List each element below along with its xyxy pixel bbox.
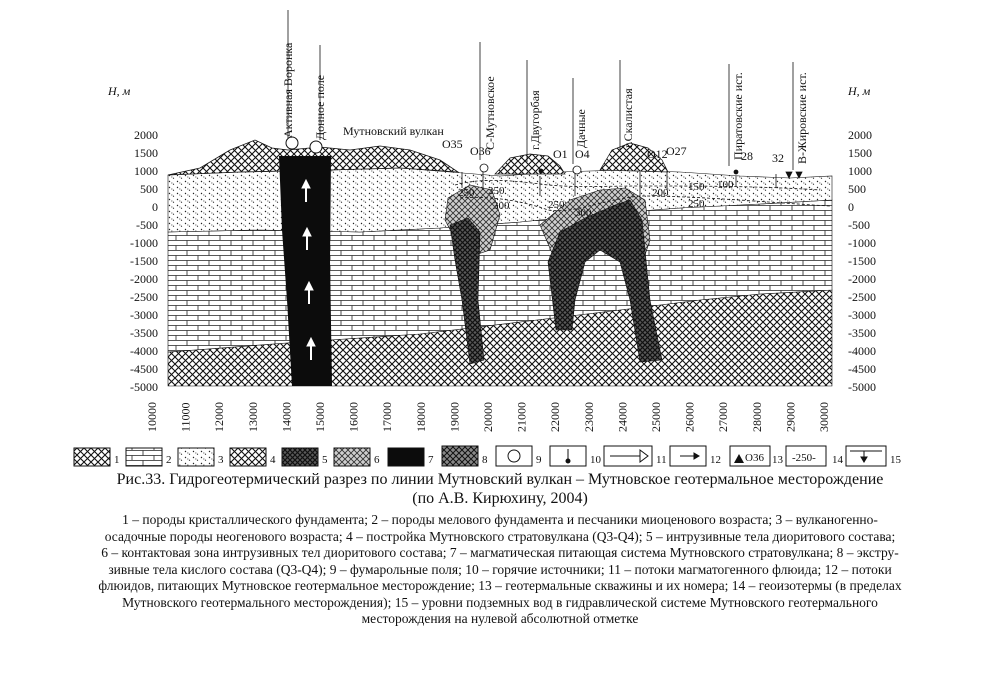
- isotherm-label: 250: [458, 187, 475, 199]
- label-piratovskie: Пиратовские ист.: [731, 72, 745, 160]
- x-tick-label: 28000: [749, 402, 764, 432]
- isotherm-label: 200: [652, 187, 669, 199]
- legend-number-8: 8: [482, 454, 488, 466]
- well-label: О4: [575, 147, 590, 161]
- legend-isotherm-text: -250-: [792, 452, 816, 464]
- x-tick-label: 10000: [145, 402, 159, 432]
- x-tick-label: 20000: [481, 402, 495, 432]
- y-tick-label-right: -500: [848, 218, 870, 232]
- isotherm-label: 150: [688, 181, 705, 193]
- y-tick-label-right: 0: [848, 200, 854, 214]
- legend-number-14: 14: [832, 454, 843, 466]
- legend-swatch-5: [282, 448, 318, 466]
- label-v-zhirovskie: В-Жировские ист.: [795, 72, 809, 164]
- caption-legend-line: флюидов, питающих Мутновское геотермальное месторождение; 13 – геотермальные скважины и их номера; 14 – геоизотермы (в пределах: [98, 578, 902, 593]
- x-tick-label: 13000: [245, 402, 260, 432]
- legend-swatch-6: [334, 448, 370, 466]
- isotherm-label: 300: [575, 207, 592, 219]
- x-tick-label: 30000: [817, 402, 831, 432]
- legend-number-4: 4: [270, 454, 276, 466]
- x-tick-label: 23000: [581, 402, 596, 432]
- x-tick-label: 18000: [413, 402, 428, 432]
- isotherm-label: 300: [493, 200, 510, 212]
- legend-swatch-15: [846, 446, 886, 466]
- well-label: О12: [647, 147, 668, 161]
- y-axis-left: [130, 128, 158, 394]
- y-tick-label-left: -1000: [130, 236, 158, 250]
- x-tick-label: 11000: [178, 402, 193, 432]
- y-tick-label-left: 1500: [134, 146, 158, 160]
- y-tick-label-right: -1500: [848, 254, 876, 268]
- section-layers: [168, 140, 832, 386]
- isotherm-label: 250: [488, 185, 505, 197]
- legend-number-2: 2: [166, 454, 172, 466]
- x-tick-label: 21000: [514, 402, 529, 432]
- caption-legend-line: осадочные породы неогенового возраста; 4 – постройка Мутновского стратовулкана (Q3-Q4); 5 – интрузивные тела диоритового состава;: [104, 528, 896, 544]
- label-donnoe-pole: Донное поле: [313, 74, 327, 140]
- x-axis: [145, 402, 831, 432]
- well-label: О35: [442, 137, 463, 151]
- top-labels: [281, 42, 809, 164]
- y-tick-label-left: 1000: [134, 164, 158, 178]
- y-tick-label-left: -4000: [130, 344, 158, 358]
- legend-swatch-4: [230, 448, 266, 466]
- x-tick-label: 25000: [649, 402, 663, 432]
- y-tick-label-left: -500: [136, 218, 158, 232]
- y-tick-label-left: -1500: [130, 254, 158, 268]
- caption-legend-line: месторождения на нулевой абсолютной отметке: [361, 611, 639, 626]
- legend-number-10: 10: [590, 454, 601, 466]
- isotherm-label: 250: [548, 199, 565, 211]
- legend-number-12: 12: [710, 454, 721, 466]
- x-tick-label: 14000: [279, 402, 294, 432]
- label-aktivnaya-voronka: Активная Воронка: [281, 42, 295, 138]
- legend-well-text: О36: [745, 452, 764, 464]
- caption-legend-line: зивные тела кислого состава (Q3-Q4); 9 – фумарольные поля; 10 – горячие источники; 11 – потоки магматогенного флюида; 12 – потоки: [108, 561, 892, 577]
- x-tick-label: 12000: [212, 402, 227, 432]
- legend-swatch-2: [126, 448, 162, 466]
- isotherm-label: 250: [688, 198, 705, 210]
- caption-legend-line: Мутновского геотермального месторождения); 15 – уровни подземных вод в гидравлической системе Мутновского геотермального: [122, 594, 878, 610]
- legend-number-7: 7: [428, 454, 434, 466]
- x-tick-label: 16000: [346, 402, 361, 432]
- legend-number-11: 11: [656, 454, 667, 466]
- well-label: 28: [741, 149, 753, 163]
- well-label: О36: [470, 144, 491, 158]
- y-tick-label-left: 2000: [134, 128, 158, 142]
- y-tick-label-right: -3000: [848, 308, 876, 322]
- legend: [74, 446, 902, 466]
- axis-label-left: H, м: [108, 84, 131, 98]
- y-tick-label-right: -3500: [848, 326, 876, 340]
- well-label: О27: [666, 144, 687, 158]
- y-tick-label-right: -4500: [848, 362, 876, 376]
- x-tick-label: 15000: [313, 402, 327, 432]
- label-dachnye: Дачные: [574, 109, 588, 148]
- label-s-mutnovskoe: С-Мутновское: [483, 76, 497, 150]
- x-tick-label: 27000: [716, 402, 731, 432]
- caption-title-line2: (по А.В. Кирюхину, 2004): [412, 490, 588, 507]
- y-tick-label-left: -3000: [130, 308, 158, 322]
- y-tick-label-right: -2000: [848, 272, 876, 286]
- fumarole-icon: [508, 450, 520, 462]
- well-label: О1: [553, 147, 568, 161]
- y-tick-label-right: -1000: [848, 236, 876, 250]
- y-tick-label-left: -2000: [130, 272, 158, 286]
- y-tick-label-left: 500: [140, 182, 158, 196]
- x-tick-label: 19000: [447, 402, 462, 432]
- y-tick-label-left: -3500: [130, 326, 158, 340]
- legend-number-6: 6: [374, 454, 380, 466]
- y-axis-right: [848, 128, 876, 394]
- figure-caption-legend: [20, 512, 980, 628]
- y-tick-label-left: 0: [152, 200, 158, 214]
- y-tick-label-right: 500: [848, 182, 866, 196]
- label-dvugorbaya: г.Двугорбая: [528, 90, 542, 150]
- y-tick-label-left: -2500: [130, 290, 158, 304]
- y-tick-label-left: -4500: [130, 362, 158, 376]
- label-skalistaya: г.Скалистая: [621, 88, 635, 148]
- label-mutnovsky-volcano: Мутновский вулкан: [343, 124, 444, 138]
- x-tick-label: 26000: [682, 402, 697, 432]
- legend-number-3: 3: [218, 454, 224, 466]
- legend-swatch-1: [74, 448, 110, 466]
- legend-swatch-3: [178, 448, 214, 466]
- caption-title-line1: Рис.33. Гидрогеотермический разрез по линии Мутновский вулкан – Мутновское геотермальное месторождение: [116, 471, 884, 488]
- legend-number-1: 1: [114, 454, 120, 466]
- legend-number-9: 9: [536, 454, 542, 466]
- y-tick-label-right: 1500: [848, 146, 872, 160]
- caption-legend-line: 1 – породы кристаллического фундамента; 2 – породы мелового фундамента и песчаники миоценового возраста; 3 – вулканогенно-: [122, 512, 878, 527]
- isotherm-label: 100: [717, 179, 734, 191]
- well-label: 32: [772, 151, 784, 165]
- x-tick-label: 29000: [783, 402, 798, 432]
- legend-number-5: 5: [322, 454, 328, 466]
- x-tick-label: 17000: [380, 402, 395, 432]
- caption-legend-line: 6 – контактовая зона интрузивных тел диоритового состава; 7 – магматическая питающая система Мутновского стратовулкана; 8 – экстру-: [101, 545, 899, 560]
- y-tick-label-right: -4000: [848, 344, 876, 358]
- y-tick-label-right: -2500: [848, 290, 876, 304]
- y-tick-label-right: 2000: [848, 128, 872, 142]
- y-tick-label-right: 1000: [848, 164, 872, 178]
- legend-swatch-8: [442, 446, 478, 466]
- legend-swatch-7: [388, 448, 424, 466]
- y-tick-label-left: -5000: [130, 380, 158, 394]
- y-tick-label-right: -5000: [848, 380, 876, 394]
- x-tick-label: 22000: [548, 402, 563, 432]
- axis-label-right: H, м: [848, 84, 871, 98]
- figure-caption-title: [20, 470, 980, 508]
- legend-number-15: 15: [890, 454, 901, 466]
- legend-number-13: 13: [772, 454, 783, 466]
- x-tick-label: 24000: [615, 402, 630, 432]
